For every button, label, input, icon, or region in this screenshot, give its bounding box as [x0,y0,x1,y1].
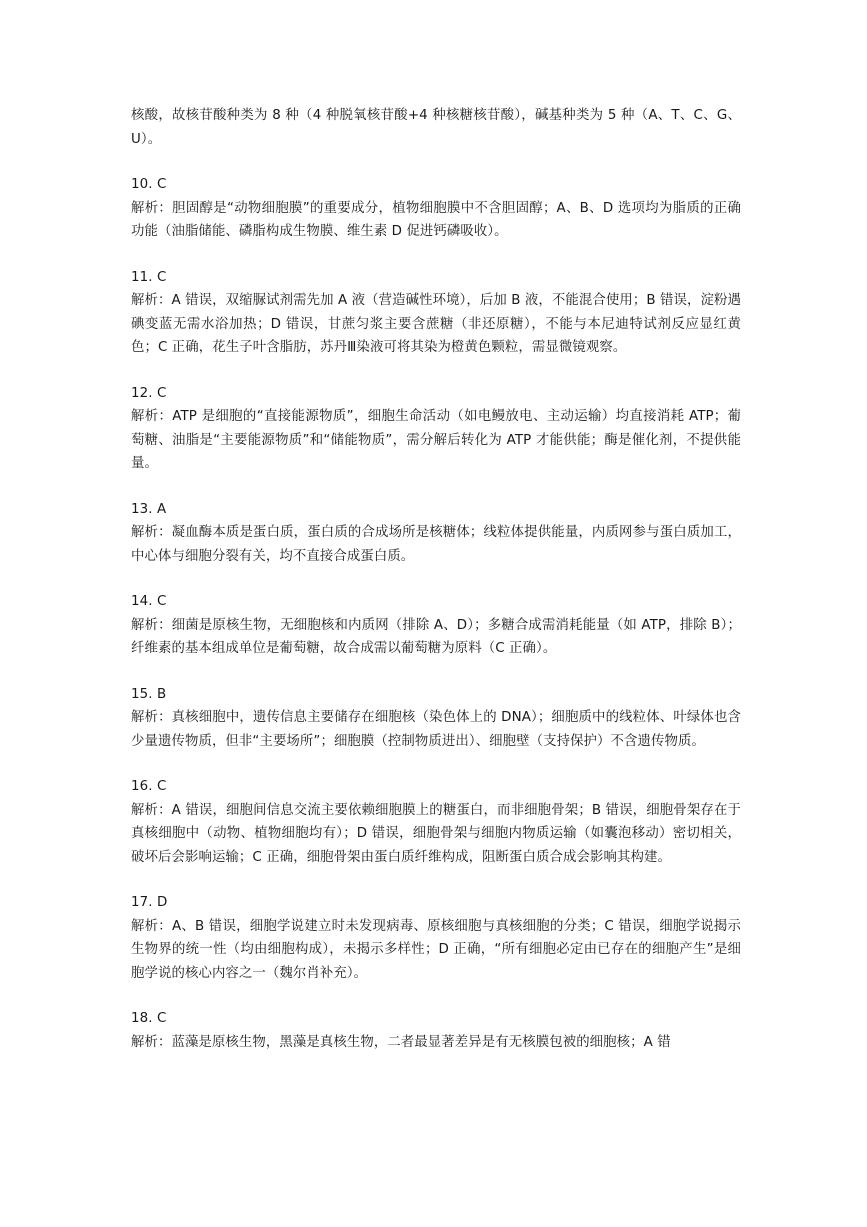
answer-label: 13. A [131,501,167,517]
analysis-text: 解析：A、B 错误，细胞学说建立时未发现病毒、原核细胞与真核细胞的分类；C 错误，细胞学说揭示生物界的统一性（均由细胞构成），未揭示多样性；D 正确，“所有细胞必定由已存在的细胞产生”是细胞学说的核心内容之一（魏尔肖补充）。 [131,918,741,981]
intro-paragraph: 核酸，故核苷酸种类为 8 种（4 种脱氧核苷酸+4 种核糖核苷酸），碱基种类为 5 种（A、T、C、G、U）。 [131,108,741,147]
answer-label: 17. D [131,895,168,910]
answer-block-15 [131,683,741,754]
answer-block-14 [131,590,741,661]
answer-key-content [131,104,741,1054]
answer-block-18 [131,1007,741,1054]
answer-label: 10. C [131,177,167,192]
answer-block-11 [131,266,741,360]
answer-label: 14. C [131,594,167,609]
answer-label: 12. C [131,385,167,401]
analysis-text: 解析：ATP 是细胞的“直接能源物质”，细胞生命活动（如电鳗放电、主动运输）均直接消耗 ATP；葡萄糖、油脂是“主要能源物质”和“储能物质”，需分解后转化为 ATP 才能供能；酶是催化剂，不提供能量。 [131,409,741,471]
analysis-text: 解析：A 错误，双缩脲试剂需先加 A 液（营造碱性环境），后加 B 液，不能混合使用；B 错误，淀粉遇碘变蓝无需水浴加热；D 错误，甘蔗匀浆主要含蔗糖（非还原糖），不能与本尼迪特试剂反应显红黄色；C 正确，花生子叶含脂肪，苏丹Ⅲ染液可将其染为橙黄色颗粒，需显微镜观察。 [131,293,741,355]
answer-block-17 [131,891,741,985]
analysis-text: 解析：胆固醇是“动物细胞膜”的重要成分，植物细胞膜中不含胆固醇；A、B、D 选项均为脂质的正确功能（油脂储能、磷脂构成生物膜、维生素 D 促进钙磷吸收）。 [131,200,741,239]
analysis-text: 解析：细菌是原核生物，无细胞核和内质网（排除 A、D）；多糖合成需消耗能量（如 ATP，排除 B）；纤维素的基本组成单位是葡萄糖，故合成需以葡萄糖为原料（C 正确）。 [131,617,741,656]
answer-label: 18. C [131,1011,167,1026]
answer-block-10 [131,173,741,244]
analysis-text: 解析：A 错误，细胞间信息交流主要依赖细胞膜上的糖蛋白，而非细胞骨架；B 错误，细胞骨架存在于真核细胞中（动物、植物细胞均有）；D 错误，细胞骨架与细胞内物质运输（如囊泡移动）密切相关，破坏后会影响运输；C 正确，细胞骨架由蛋白质纤维构成，阻断蛋白质合成会影响其构建。 [131,802,741,865]
answer-label: 16. C [131,779,167,794]
answer-block-16 [131,775,741,869]
analysis-text: 解析：蓝藻是原核生物，黑藻是真核生物，二者最显著差异是有无核膜包被的细胞核；A 错 [131,1034,671,1050]
analysis-text: 解析：凝血酶本质是蛋白质，蛋白质的合成场所是核糖体；线粒体提供能量，内质网参与蛋白质加工，中心体与细胞分裂有关，均不直接合成蛋白质。 [131,525,741,564]
analysis-text: 解析：真核细胞中，遗传信息主要储存在细胞核（染色体上的 DNA）；细胞质中的线粒体、叶绿体也含少量遗传物质，但非“主要场所”；细胞膜（控制物质进出）、细胞壁（支持保护）不含遗传物质。 [131,710,741,749]
answer-label: 15. B [131,686,167,702]
answer-block-12 [131,382,741,476]
answer-block-13 [131,498,741,569]
answer-label: 11. C [131,269,167,285]
